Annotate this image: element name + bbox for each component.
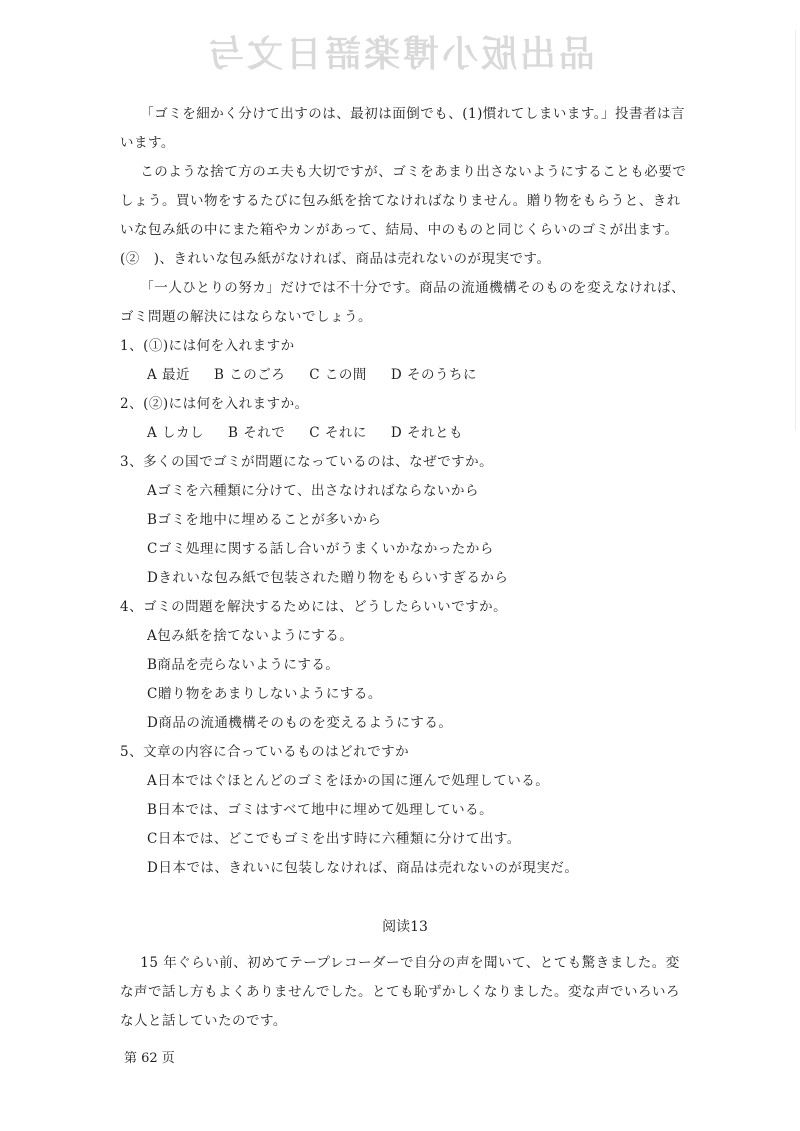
option: B それで <box>228 425 286 441</box>
question-3-options <box>147 477 690 593</box>
passage-paragraph-1: 「ゴミを細かく分けて出すのは、最初は面倒でも、(1)慣れてしまいます。」投書者は言います。 <box>120 106 686 151</box>
option: A しカし <box>147 425 205 441</box>
passage-paragraph-2: このような捨て方のエ夫も大切ですが、ゴミをあまり出さないようにすることも必要でしょう。買い物をするたびに包み紙を捨てなければなりません。贈り物をもらうと、きれいな包み紙の中にまた箱やカンがあって、結局、中のものと同じくらいのゴミが出ます。(② )、きれいな包み紙がなければ、商品は売れないのが現実です。 <box>120 164 687 267</box>
option: D そのうちに <box>390 367 478 383</box>
scan-edge-line <box>795 30 796 430</box>
section-paragraph: 15 年ぐらい前、初めてテープレコーダーで自分の声を聞いて、とても驚きました。変な声で話し方もよくありませんでした。とても恥ずかしくなりました。変な声でいろいろな人と話していたのです。 <box>120 955 680 1029</box>
page-number: 第 62 页 <box>124 1051 175 1066</box>
option: D商品の流通機構そのものを変えるようにする。 <box>147 715 453 731</box>
question-5-stem: 5、文章の内容に合っているものはどれですか <box>120 744 410 760</box>
option: C贈り物をあまりしないようにする。 <box>147 686 382 702</box>
question-2-options <box>147 419 690 448</box>
option: Cゴミ処理に関する話し合いがうまくいかなかったから <box>147 541 494 557</box>
passage-paragraph-3: 「一人ひとりの努カ」だけでは不十分です。商品の流通機構そのものを変えなければ、ゴミ問題の解決にはならないでしょう。 <box>120 280 686 325</box>
option: Aゴミを六種類に分けて、出さなければならないから <box>147 483 479 499</box>
option: B商品を売らないようにする。 <box>147 657 340 673</box>
option: A包み紙を捨てないようにする。 <box>147 628 354 644</box>
section-title: 阅读13 <box>382 919 428 935</box>
question-4-options <box>147 622 690 738</box>
option: C それに <box>309 425 367 441</box>
question-1-options <box>147 361 690 390</box>
question-5-options <box>147 767 690 883</box>
question-2-stem: 2、(②)には何を入れますか。 <box>120 396 309 412</box>
option: D それとも <box>390 425 464 441</box>
option: D日本では、きれいに包装しなければ、商品は売れないのが現実だ。 <box>147 860 579 876</box>
bleed-through-header: 品出版小博楽語日文与 <box>205 33 596 75</box>
option: B日本では、ゴミはすべて地中に埋めて処理している。 <box>147 802 494 818</box>
option: A日本ではぐほとんどのゴミをほかの国に運んで処理している。 <box>147 773 550 789</box>
question-4-stem: 4、ゴミの問題を解決するためには、どうしたらいいですか。 <box>120 599 508 615</box>
option: B このごろ <box>214 367 286 383</box>
option: Dきれいな包み紙で包装された贈り物をもらいすぎるから <box>147 570 509 586</box>
option: C日本では、どこでもゴミを出す時に六種類に分けて出す。 <box>147 831 521 847</box>
question-3-stem: 3、多くの国でゴミが問題になっているのは、なぜですか。 <box>120 454 494 470</box>
main-content <box>120 100 690 1036</box>
question-1-stem: 1、(①)には何を入れますか <box>120 338 295 354</box>
option: A 最近 <box>147 367 191 383</box>
option: Bゴミを地中に埋めることが多いから <box>147 512 382 528</box>
option: C この間 <box>309 367 367 383</box>
